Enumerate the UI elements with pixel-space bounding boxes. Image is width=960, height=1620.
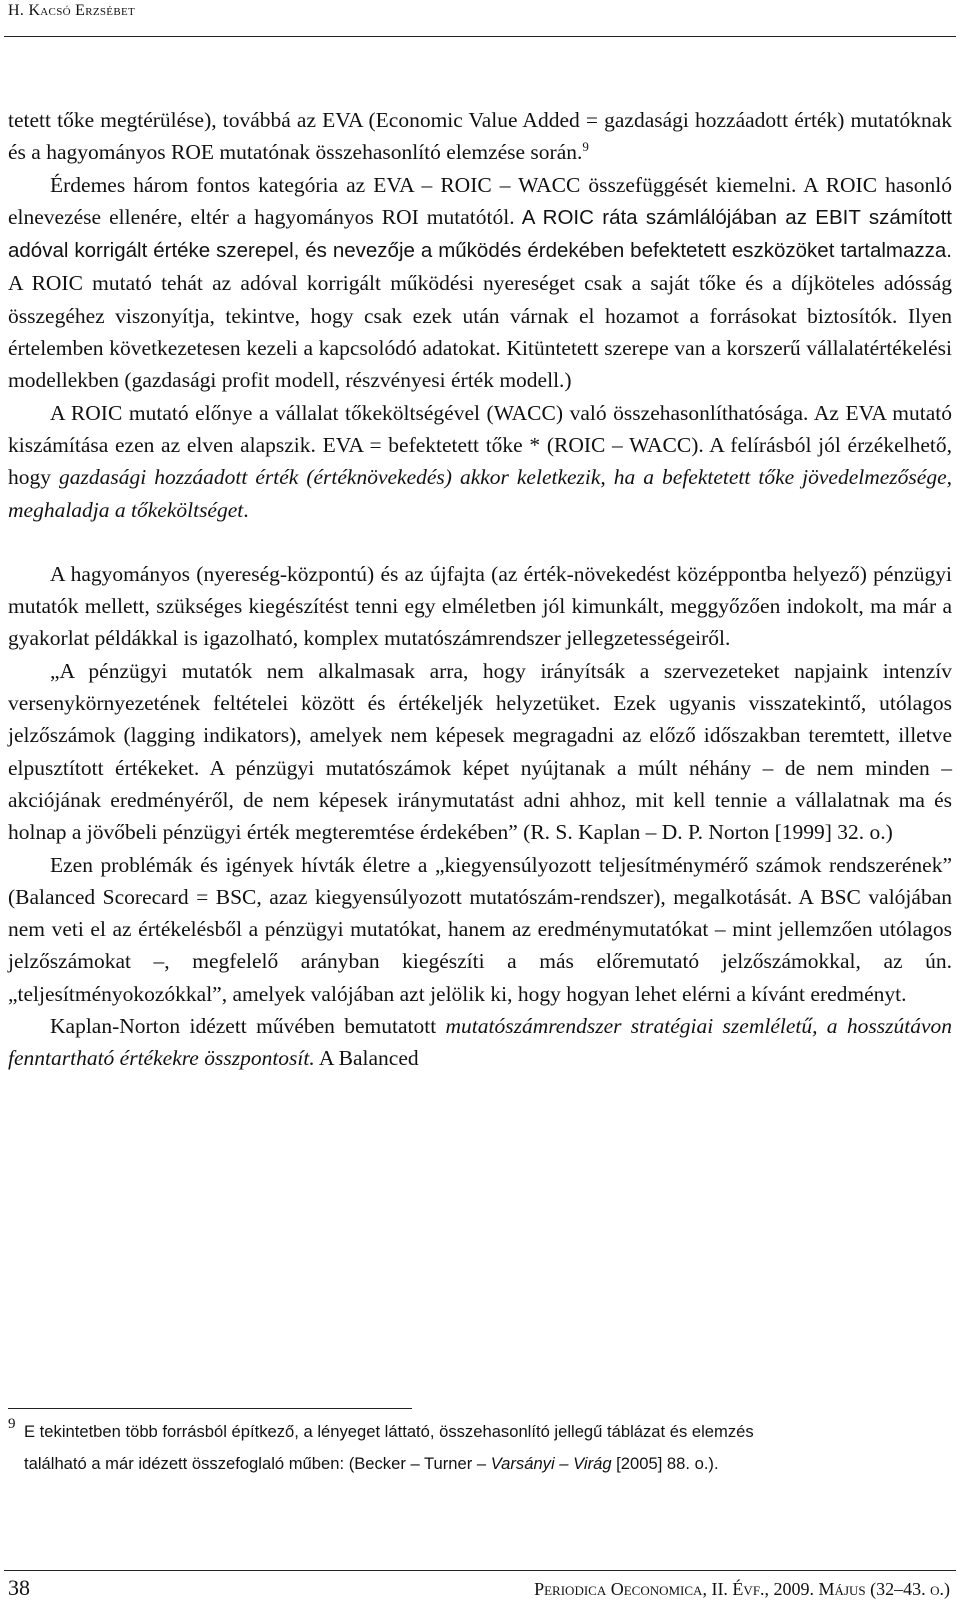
footnote-emphasis: Varsányi – Virág: [490, 1454, 612, 1473]
page-number: 38: [8, 1575, 30, 1600]
header-divider: [4, 36, 956, 37]
paragraph-3-emphasis: gazdasági hozzáadott érték (értéknövekedés) akkor keletkezik, ha a befektetett tőke jövedelmezősége, meghaladja a tőkeköltséget: [8, 465, 953, 522]
footnote-divider: [8, 1408, 412, 1409]
journal-citation: Periodica Oeconomica, II. Évf., 2009. Május (32–43. o.): [534, 1579, 950, 1599]
footnote-line-2: [8, 1448, 952, 1480]
footnote-reference[interactable]: 9: [582, 139, 589, 155]
paragraph-4: A hagyományos (nyereség-központú) és az újfajta (az érték-növekedést középpontba helyező) pénzügyi mutatók mellett, szükséges kiegészítést tenni egy elméletben jól kimunkált, meggyőzően indokolt, ma már a gyakorlat példákkal is igazolható, komplex mutatószámrendszer jellegzetességeiről.: [8, 561, 952, 651]
footnote-number: 9: [8, 1416, 16, 1432]
paragraph-2: [8, 169, 952, 397]
quote-paragraph: „A pénzügyi mutatók nem alkalmasak arra, hogy irányítsák a szervezeteket napjaink intenzív versenykörnyezetének feltételei között és értékeljék helyzetüket. Ezek ugyanis visszatekintő, utólagos jelzőszámok (lagging indikators), amelyek nem képesek megragadni az előző időszakban teremtett, illetve elpusztított értékeket. A pénzügyi mutatószámok képet nyújtanak a múlt néhány – de nem minden – akciójának eredményéről, de nem képesek iránymutatást adni ahhoz, mit kell tennie a vállalatnak ma és holnap a jövőbeli pénzügyi érték megteremtése érdekében” (R. S. Kaplan – D. P. Norton [1999] 32. o.): [8, 658, 952, 845]
paragraph-1: [8, 104, 952, 169]
paragraph-2-text-a: Érdemes három fontos kategória az EVA – ROIC – WACC összefüggését kiemelni. A ROIC hasonló elnevezése ellenére, eltér a hagyományos ROI mutatótól.: [8, 172, 952, 229]
paragraph-3-text: A ROIC mutató előnye a vállalat tőkeköltségével (WACC) való összehasonlíthatósága. Az EVA mutató kiszámítása ezen az elven alapszik. EVA = befektetett tőke * (ROIC – WACC). A felírásból jól érzékelhető, hogy: [8, 400, 952, 490]
footnote-line-1: E tekintetben több forrásból építkező, a lényeget láttató, összehasonlító jellegű táblázat és elemzés: [24, 1422, 754, 1441]
paragraph-7-text: Kaplan-Norton idézett művében bemutatott: [50, 1014, 446, 1039]
paragraph-3-end: .: [243, 497, 249, 522]
footnote-end: [2005] 88. o.).: [611, 1454, 719, 1473]
paragraph-2-text-b: A ROIC ráta számlálójában az EBIT számított adóval korrigált értéke szerepel, és nevezője a működés érdekében befektetett eszközöket tartalmazza.: [8, 205, 952, 263]
running-header-author: H. Kacsó Erzsébet: [8, 2, 135, 19]
paragraph-1-text: tetett tőke megtérülése), továbbá az EVA (Economic Value Added = gazdasági hozzáadott érték) mutatóknak és a hagyományos ROE mutatónak összehasonlító elemzése során.: [8, 108, 952, 165]
paragraph-spacer: [8, 526, 952, 558]
footer-divider: [4, 1570, 956, 1571]
paragraph-6: Ezen problémák és igények hívták életre a „kiegyensúlyozott teljesítménymérő számok rendszerének” (Balanced Scorecard = BSC, azaz kiegyensúlyozott mutatószám-rendszer), megalkotását. A BSC valójában nem veti el az értékelésből a pénzügyi mutatókat, hanem az eredménymutatókat – mint jellemzően utólagos jelzőszámokat –, megfelelő arányban kiegészíti a más előremutató jelzőszámokkal, az ún. „teljesítményokozókkal”, amelyek valójában azt jelölik ki, hogy hogyan lehet elérni a kívánt eredményt.: [8, 852, 952, 1006]
paragraph-7-end: A Balanced: [314, 1046, 419, 1071]
paragraph-7-emphasis: mutatószámrendszer stratégiai szemléletű, a hosszútávon fenntartható értékekre összpontosít.: [8, 1014, 952, 1071]
paragraph-3: [8, 397, 952, 526]
paragraph-7: [8, 1010, 952, 1075]
body-text: [8, 104, 952, 1075]
paragraph-2-text-c: A ROIC mutató tehát az adóval korrigált működési nyereséget csak a saját tőke és a díjköteles adósság összegéhez viszonyítja, tekintve, hogy csak ezek után várnak el hozamot a forrásokat biztosítók. Ilyen értelemben következetesen kezeli a kapcsolódó adatokat. Kitüntetett szerepe van a korszerű vállalatértékelési modellekben (gazdasági profit modell, részvényesi érték modell.): [8, 271, 952, 393]
footnote-text: található a már idézett összefoglaló műben: (Becker – Turner –: [24, 1454, 491, 1473]
footnote: [8, 1416, 952, 1480]
